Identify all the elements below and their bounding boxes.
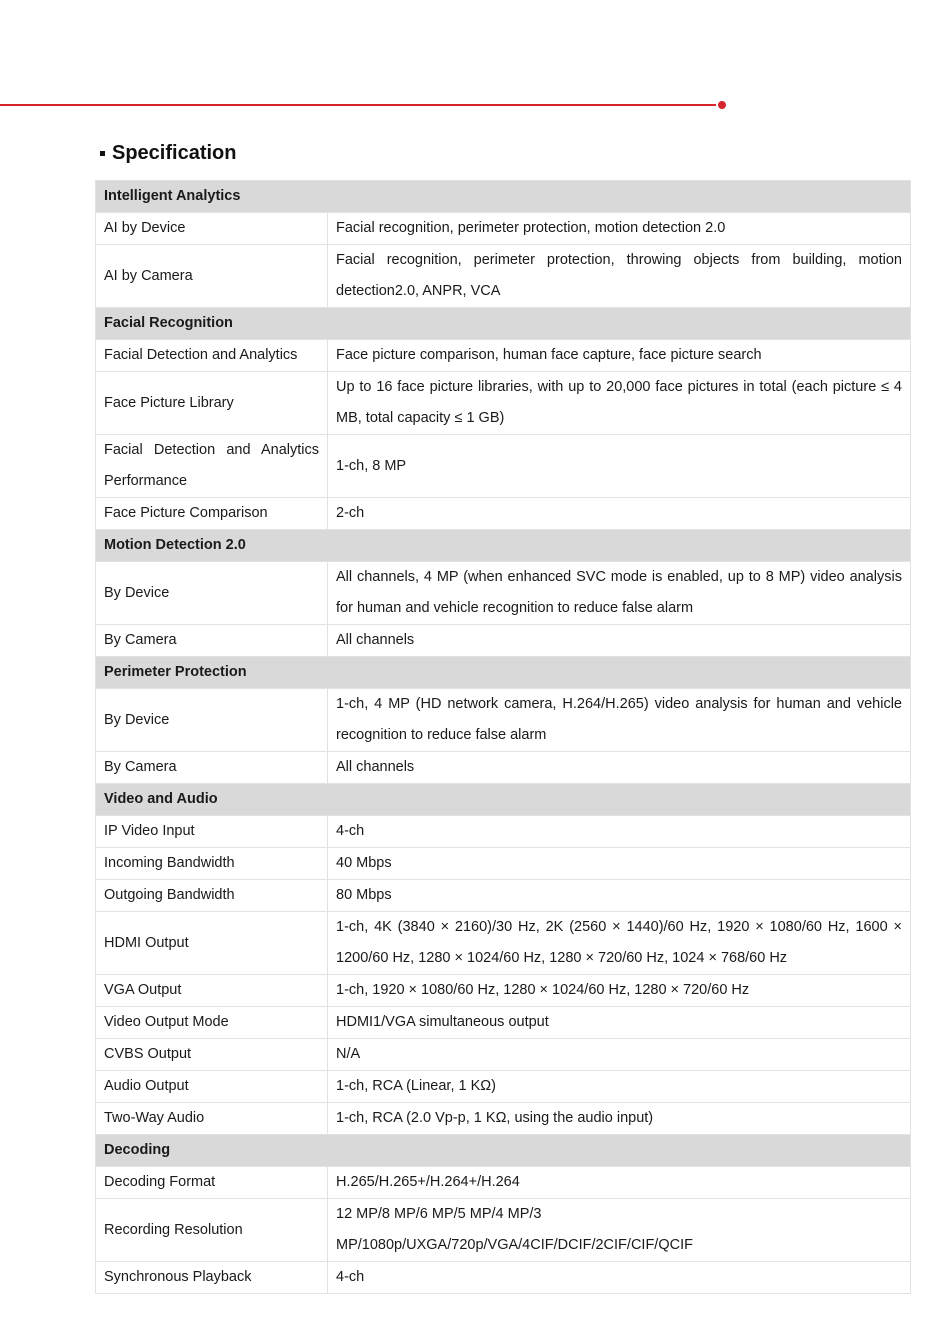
table-row (96, 848, 911, 880)
table-row (96, 1262, 911, 1294)
row-value: 1-ch, RCA (2.0 Vp-p, 1 KΩ, using the audio input) (328, 1103, 911, 1135)
row-value: 80 Mbps (328, 880, 911, 912)
row-value: 4-ch (328, 816, 911, 848)
row-value: 12 MP/8 MP/6 MP/5 MP/4 MP/3 MP/1080p/UXGA/720p/VGA/4CIF/DCIF/2CIF/CIF/QCIF (328, 1199, 911, 1262)
row-value: All channels (328, 625, 911, 657)
header-rule-dot (718, 101, 726, 109)
row-value: Up to 16 face picture libraries, with up to 20,000 face pictures in total (each picture ≤ 4 MB, total capacity ≤ 1 GB) (328, 372, 911, 435)
row-value: HDMI1/VGA simultaneous output (328, 1007, 911, 1039)
row-label: Decoding Format (96, 1167, 328, 1199)
row-label: AI by Camera (96, 245, 328, 308)
table-row (96, 625, 911, 657)
header-rule (0, 104, 716, 106)
section-title: Intelligent Analytics (96, 181, 911, 213)
table-row (96, 435, 911, 498)
row-label: Audio Output (96, 1071, 328, 1103)
table-row (96, 372, 911, 435)
row-label: HDMI Output (96, 912, 328, 975)
row-label: Incoming Bandwidth (96, 848, 328, 880)
spec-table-body (96, 181, 911, 1294)
bullet-icon (100, 151, 105, 156)
row-value: 1-ch, 4 MP (HD network camera, H.264/H.265) video analysis for human and vehicle recognition to reduce false alarm (328, 689, 911, 752)
table-row (96, 1039, 911, 1071)
table-row (96, 975, 911, 1007)
table-row (96, 880, 911, 912)
row-label: By Device (96, 689, 328, 752)
row-label: Recording Resolution (96, 1199, 328, 1262)
section-title: Perimeter Protection (96, 657, 911, 689)
table-row (96, 213, 911, 245)
row-label: Face Picture Comparison (96, 498, 328, 530)
section-title: Decoding (96, 1135, 911, 1167)
row-label: Two-Way Audio (96, 1103, 328, 1135)
row-label: CVBS Output (96, 1039, 328, 1071)
row-label: VGA Output (96, 975, 328, 1007)
table-row (96, 562, 911, 625)
row-label: AI by Device (96, 213, 328, 245)
table-row (96, 340, 911, 372)
section-header-row (96, 784, 911, 816)
table-row (96, 1167, 911, 1199)
row-value: All channels, 4 MP (when enhanced SVC mode is enabled, up to 8 MP) video analysis for human and vehicle recognition to reduce false alarm (328, 562, 911, 625)
page-title (100, 142, 236, 165)
section-title: Motion Detection 2.0 (96, 530, 911, 562)
page-title-text: Specification (112, 142, 237, 164)
row-label: Facial Detection and Analytics Performance (96, 435, 328, 498)
row-value: 1-ch, 1920 × 1080/60 Hz, 1280 × 1024/60 Hz, 1280 × 720/60 Hz (328, 975, 911, 1007)
section-header-row (96, 308, 911, 340)
section-header-row (96, 530, 911, 562)
row-value: 1-ch, 8 MP (328, 435, 911, 498)
row-label: Outgoing Bandwidth (96, 880, 328, 912)
table-row (96, 752, 911, 784)
row-value: N/A (328, 1039, 911, 1071)
row-value: H.265/H.265+/H.264+/H.264 (328, 1167, 911, 1199)
section-title: Facial Recognition (96, 308, 911, 340)
table-row (96, 1103, 911, 1135)
table-row (96, 1071, 911, 1103)
spec-table (95, 180, 911, 1294)
table-row (96, 689, 911, 752)
row-value: Facial recognition, perimeter protection, throwing objects from building, motion detection2.0, ANPR, VCA (328, 245, 911, 308)
row-label: By Device (96, 562, 328, 625)
section-header-row (96, 657, 911, 689)
table-row (96, 1199, 911, 1262)
row-value: 2-ch (328, 498, 911, 530)
row-label: By Camera (96, 625, 328, 657)
row-label: IP Video Input (96, 816, 328, 848)
row-value: Facial recognition, perimeter protection, motion detection 2.0 (328, 213, 911, 245)
section-title: Video and Audio (96, 784, 911, 816)
row-value: 4-ch (328, 1262, 911, 1294)
table-row (96, 912, 911, 975)
table-row (96, 1007, 911, 1039)
table-row (96, 498, 911, 530)
table-row (96, 816, 911, 848)
section-header-row (96, 181, 911, 213)
row-value: All channels (328, 752, 911, 784)
section-header-row (96, 1135, 911, 1167)
table-row (96, 245, 911, 308)
row-label: By Camera (96, 752, 328, 784)
row-label: Facial Detection and Analytics (96, 340, 328, 372)
row-value: 1-ch, RCA (Linear, 1 KΩ) (328, 1071, 911, 1103)
row-value: Face picture comparison, human face capture, face picture search (328, 340, 911, 372)
row-value: 1-ch, 4K (3840 × 2160)/30 Hz, 2K (2560 × 1440)/60 Hz, 1920 × 1080/60 Hz, 1600 × 1200/60 Hz, 1280 × 1024/60 Hz, 1280 × 720/60 Hz, 1024 × 768/60 Hz (328, 912, 911, 975)
row-label: Face Picture Library (96, 372, 328, 435)
row-label: Synchronous Playback (96, 1262, 328, 1294)
row-value: 40 Mbps (328, 848, 911, 880)
row-label: Video Output Mode (96, 1007, 328, 1039)
